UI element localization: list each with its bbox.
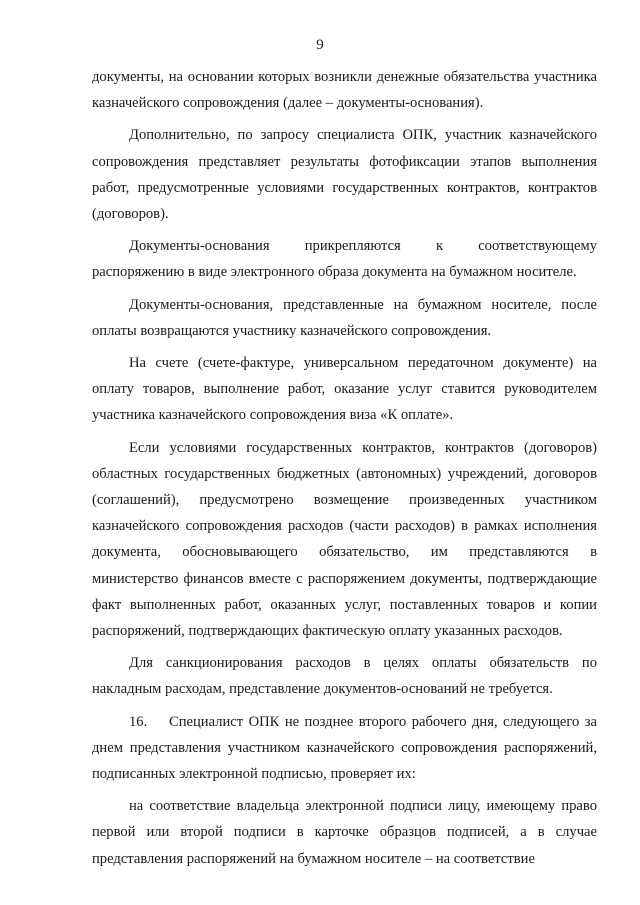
paragraph-signature-check: на соответствие владельца электронной подписи лицу, имеющему право первой или второй подписи в карточке образцов подписей, а в случае представления распоряжений на бумажном носителе – на соответствие — [92, 798, 597, 867]
document-body — [92, 64, 597, 872]
paragraph-attachment: Документы-основания прикрепляются к соответствующему распоряжению в виде электронного образа документа на бумажном носителе. — [92, 238, 597, 281]
paragraph-overhead: Для санкционирования расходов в целях оплаты обязательств по накладным расходам, представление документов-оснований не требуется. — [92, 655, 597, 698]
paragraph-invoice-visa: На счете (счете-фактуре, универсальном передаточном документе) на оплату товаров, выполнение работ, оказание услуг ставится руководителем участника казначейского сопровождения виза «К оплате». — [92, 355, 597, 424]
page-number: 9 — [316, 37, 324, 53]
paragraph-paper-return: Документы-основания, представленные на бумажном носителе, после оплаты возвращаются участнику казначейского сопровождения. — [92, 296, 597, 339]
paragraph-photo-fixation: Дополнительно, по запросу специалиста ОПК, участник казначейского сопровождения представляет результаты фотофиксации этапов выполнения работ, предусмотренные условиями государственных контрактов, контрактов (договоров). — [92, 127, 597, 223]
paragraph-continuation: документы, на основании которых возникли денежные обязательства участника казначейского сопровождения (далее – документы-основания). — [92, 69, 597, 112]
paragraph-item-16: 16. Специалист ОПК не позднее второго рабочего дня, следующего за днем представления участником казначейского сопровождения распоряжений, подписанных электронной подписью, проверяет их: — [92, 713, 597, 783]
paragraph-reimbursement: Если условиями государственных контрактов, контрактов (договоров) областных государственных бюджетных (автономных) учреждений, договоров (соглашений), предусмотрено возмещение произведенных участником казначейского сопровождения расходов (части расходов) в рамках исполнения документа, обосновывающего обязательство, им представляются в министерство финансов вместе с распоряжением документы, подтверждающие факт выполненных работ, оказанных услуг, поставленных товаров и копии распоряжений, подтверждающих фактическую оплату указанных расходов. — [92, 439, 597, 640]
